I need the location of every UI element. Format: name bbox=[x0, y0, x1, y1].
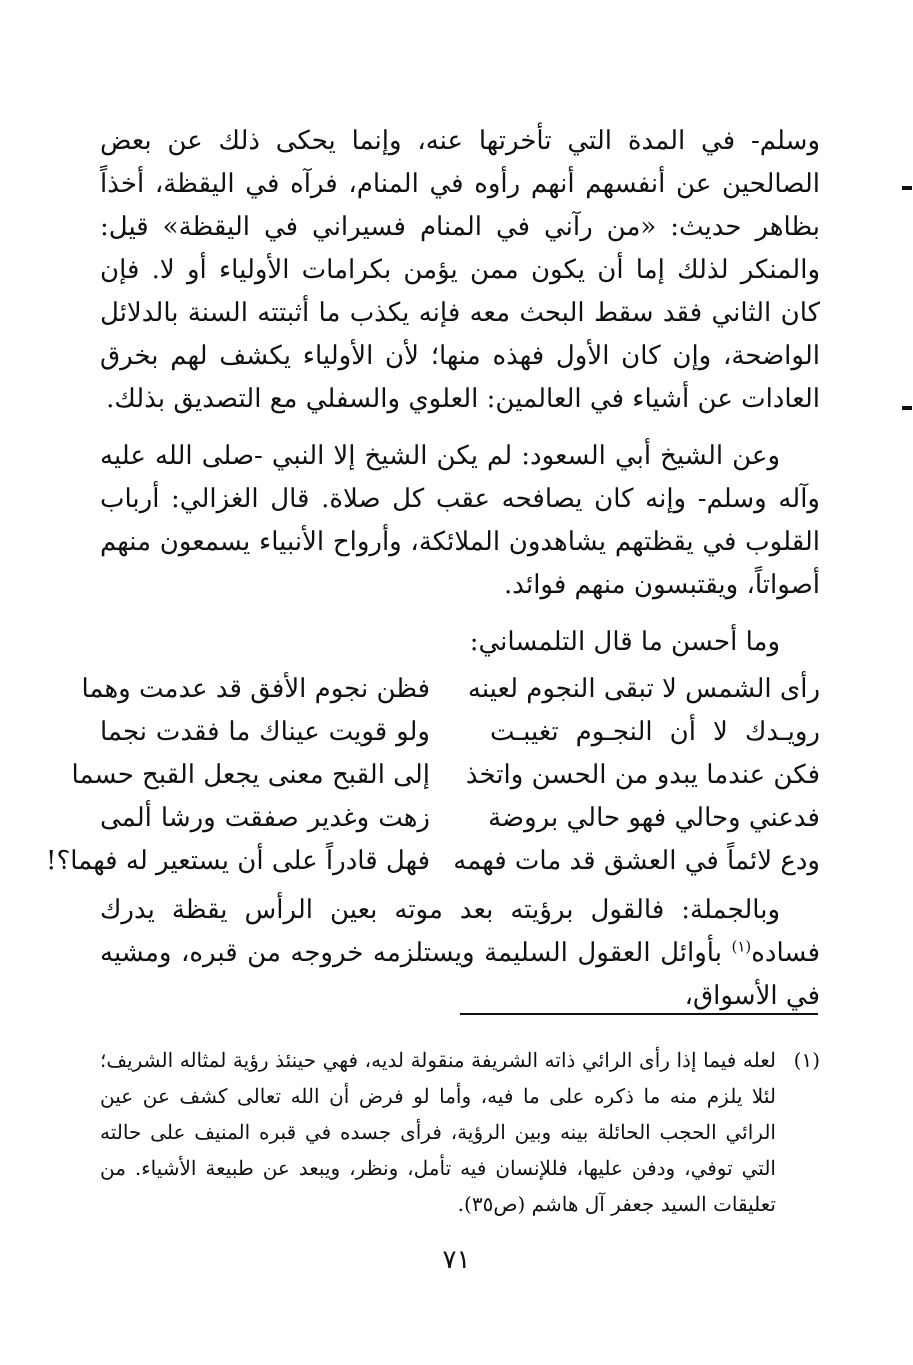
poem-first-hemistich: ودع لائماً في العشق قد مات فهمه bbox=[453, 846, 820, 876]
paragraph-4-text: وبالجملة: فالقول برؤيته بعد موته بعين الرأس يقظة يدرك فساده bbox=[100, 895, 820, 968]
poem-verse bbox=[71, 754, 820, 797]
footnote-text: لعله فيما إذا رأى الرائي ذاته الشريفة منقولة لديه، فهي حينئذ رؤية لمثاله الشريف؛ لئلا يلزم منه ما ذكره على ما فيه، وأما لو فرض أن الله تعالى كشف عن عين الرائي الحجب الحائلة بينه وبين الرؤية، فرأى جسده في قبره المنيف على حالته التي توفي، ودفن عليها، فللإنسان فيه تأمل، ونظر، ويبعد عن طبيعة الأشياء. من تعليقات السيد جعفر آل هاشم (ص٣٥). bbox=[100, 1048, 776, 1216]
page-body bbox=[46, 120, 820, 1032]
footnote bbox=[100, 1042, 820, 1222]
poem-verse bbox=[100, 797, 820, 840]
poem-verse bbox=[81, 668, 820, 711]
page-number: ٧١ bbox=[442, 1245, 471, 1275]
paragraph-4 bbox=[100, 889, 820, 1018]
footnote-reference: (١) bbox=[731, 937, 752, 956]
paragraph-3: وما أحسن ما قال التلمساني: bbox=[469, 627, 780, 657]
poem-verse bbox=[100, 711, 820, 754]
paragraph-4-continuation: بأوائل العقول السليمة ويستلزمه خروجه من قبره، ومشيه في الأسواق، bbox=[100, 938, 820, 1011]
margin-mark-bottom bbox=[902, 406, 912, 410]
poem-first-hemistich: فكن عندما يبدو من الحسن واتخذ bbox=[465, 760, 820, 790]
poem-second-hemistich: زهت وغدير صفقت ورشا ألمى bbox=[100, 803, 430, 833]
poem-second-hemistich: فهل قادراً على أن يستعير له فهما؟! bbox=[46, 846, 430, 876]
poem-first-hemistich: فدعني وحالي فهو حالي بروضة bbox=[488, 803, 820, 833]
poem-second-hemistich: إلى القبح معنى يجعل القبح حسما bbox=[71, 760, 430, 790]
margin-mark-top bbox=[902, 186, 912, 190]
poem-verse bbox=[46, 840, 820, 883]
poem-first-hemistich: رويـدك لا أن النجـوم تغيبـت bbox=[490, 717, 820, 747]
poem-second-hemistich: فظن نجوم الأفق قد عدمت وهما bbox=[81, 674, 430, 704]
paragraph-1: وسلم- في المدة التي تأخرتها عنه، وإنما يحكى ذلك عن بعض الصالحين عن أنفسهم أنهم رأوه في المنام، فرآه في اليقظة، أخذاً بظاهر حديث: «من رآني في المنام فسيراني في اليقظة» قيل: والمنكر لذلك إما أن يكون ممن يؤمن بكرامات الأولياء أو لا. فإن كان الثاني فقد سقط البحث معه فإنه يكذب ما أثبتته السنة بالدلائل الواضحة، وإن كان الأول فهذه منها؛ لأن الأولياء يكشف لهم بخرق العادات عن أشياء في العالمين: العلوي والسفلي مع التصديق بذلك. bbox=[100, 126, 820, 414]
footnote-divider bbox=[460, 1013, 818, 1015]
poem bbox=[46, 668, 820, 883]
footnote-number: (١) bbox=[793, 1048, 820, 1072]
paragraph-2: وعن الشيخ أبي السعود: لم يكن الشيخ إلا النبي -صلى الله عليه وآله وسلم- وإنه كان يصافحه عقب كل صلاة. قال الغزالي: أرباب القلوب في يقظتهم يشاهدون الملائكة، وأرواح الأنبياء يسمعون منهم أصواتاً، ويقتبسون منهم فوائد. bbox=[100, 441, 820, 600]
poem-first-hemistich: رأى الشمس لا تبقى النجوم لعينه bbox=[467, 674, 820, 704]
poem-second-hemistich: ولو قويت عيناك ما فقدت نجما bbox=[100, 717, 430, 747]
